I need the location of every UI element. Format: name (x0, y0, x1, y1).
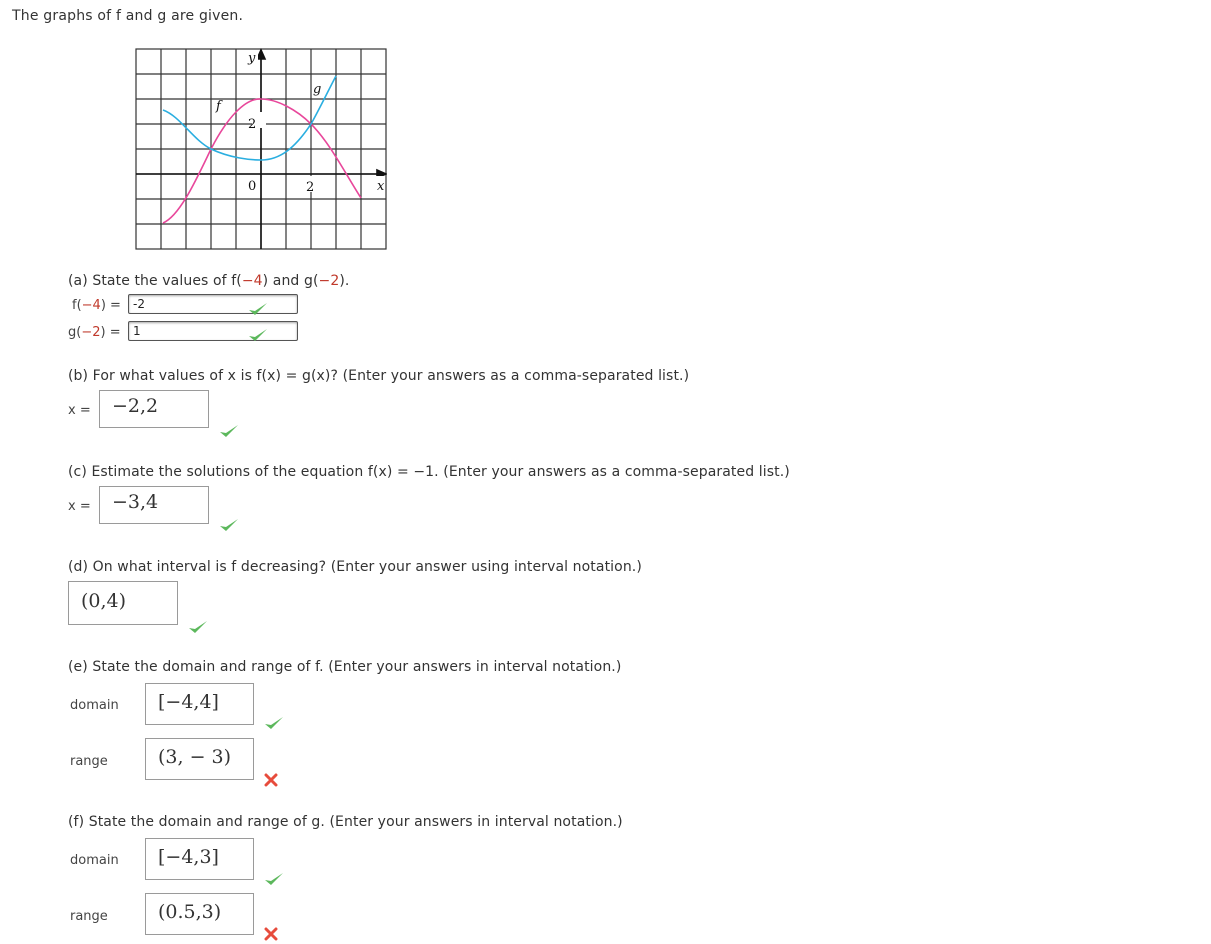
y-axis-label: y (248, 51, 256, 66)
f-label: f (216, 99, 221, 114)
question-a-text-1: (a) State the values of f( (68, 273, 242, 289)
question-e-domain-label: domain (70, 698, 119, 713)
check-icon (219, 518, 239, 532)
question-a-prompt (68, 273, 349, 289)
question-a-text-3: ). (339, 273, 350, 289)
x-axis-label: x (377, 179, 385, 194)
question-a-arg-1: −4 (241, 273, 263, 289)
check-icon (219, 424, 239, 438)
question-e-domain-input[interactable]: [−4,4] (145, 683, 254, 725)
question-f-range-label: range (70, 909, 108, 924)
f-neg4-label (72, 298, 121, 313)
question-c-x-label: x = (68, 499, 91, 514)
graph-svg (135, 48, 387, 250)
question-a-text-2: ) and g( (262, 273, 319, 289)
y-tick-2: 2 (248, 117, 257, 132)
check-icon (248, 328, 268, 342)
question-b-answer-input[interactable]: −2,2 (99, 390, 209, 428)
question-c-answer-input[interactable]: −3,4 (99, 486, 209, 524)
g-neg2-input[interactable]: 1 (128, 321, 298, 341)
question-c-prompt: (c) Estimate the solutions of the equation f(x) = −1. (Enter your answers as a comma-separated list.) (68, 464, 790, 480)
question-f-domain-label: domain (70, 853, 119, 868)
f-neg4-label-post: ) = (100, 298, 121, 313)
check-icon (188, 620, 208, 634)
check-icon (264, 872, 284, 886)
question-e-range-label: range (70, 754, 108, 769)
question-a-arg-2: −2 (318, 273, 340, 289)
g-label: g (313, 82, 322, 97)
g-neg2-label-arg: −2 (81, 325, 101, 340)
function-graph (135, 48, 387, 250)
check-icon (264, 716, 284, 730)
f-neg4-label-arg: −4 (81, 298, 101, 313)
g-neg2-label-post: ) = (100, 325, 121, 340)
g-neg2-label-pre: g( (68, 325, 82, 340)
question-b-prompt: (b) For what values of x is f(x) = g(x)? (Enter your answers as a comma-separated list.) (68, 368, 690, 384)
cross-icon (264, 927, 278, 941)
question-e-range-input[interactable]: (3, − 3) (145, 738, 254, 780)
question-d-prompt: (d) On what interval is f decreasing? (Enter your answer using interval notation.) (68, 559, 642, 575)
question-e-prompt: (e) State the domain and range of f. (Enter your answers in interval notation.) (68, 659, 622, 675)
question-f-domain-input[interactable]: [−4,3] (145, 838, 254, 880)
cross-icon (264, 773, 278, 787)
question-f-range-input[interactable]: (0.5,3) (145, 893, 254, 935)
origin-tick-0: 0 (248, 179, 257, 194)
check-icon (248, 302, 268, 316)
question-b-x-label: x = (68, 403, 91, 418)
question-f-prompt: (f) State the domain and range of g. (Enter your answers in interval notation.) (68, 814, 623, 830)
y-axis-arrow-icon (257, 50, 265, 59)
question-d-answer-input[interactable]: (0,4) (68, 581, 178, 625)
g-neg2-label (68, 325, 121, 340)
f-neg4-label-pre: f( (72, 298, 82, 313)
x-tick-2: 2 (306, 180, 315, 195)
problem-intro: The graphs of f and g are given. (12, 8, 244, 24)
f-neg4-input[interactable]: -2 (128, 294, 298, 314)
